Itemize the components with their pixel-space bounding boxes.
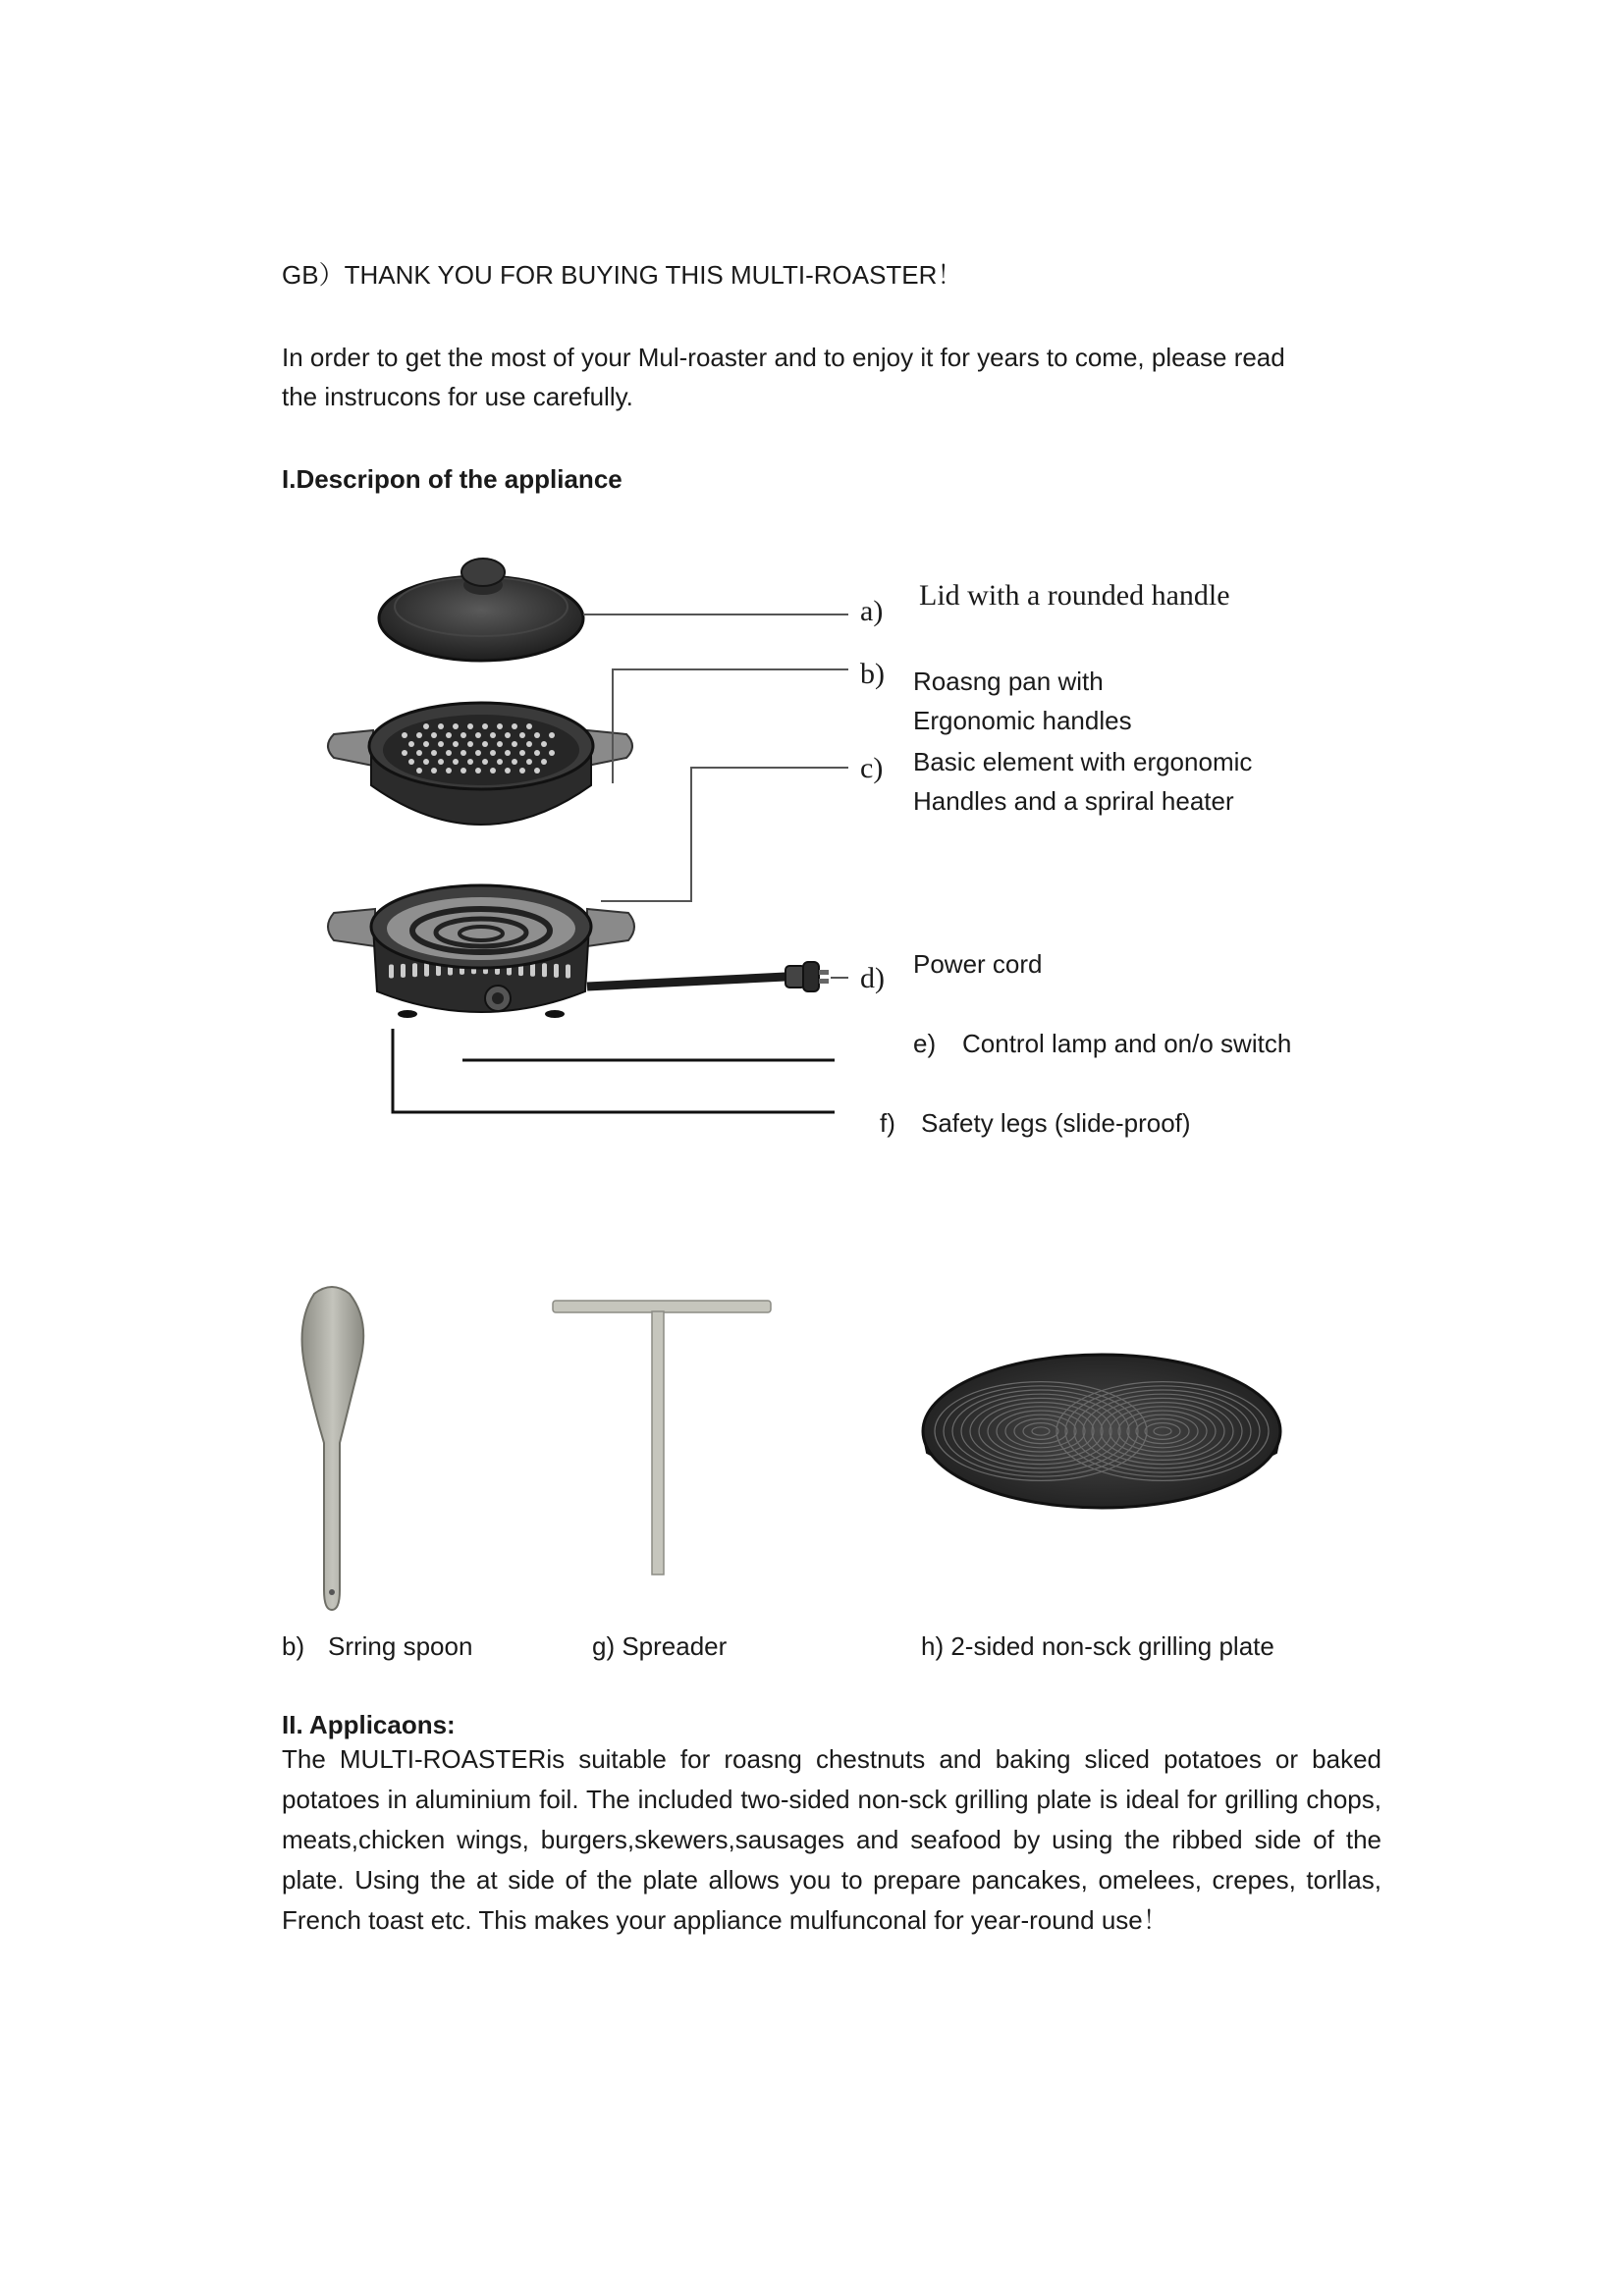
part-c-letter: c) — [860, 752, 884, 784]
part-b-letter: b) — [860, 658, 885, 690]
roasting-pan-illustration — [328, 703, 632, 825]
grilling-plate-caption: h) 2-sided non-sck grilling plate — [921, 1631, 1274, 1661]
spreader-caption: g) Spreader — [592, 1631, 728, 1661]
spreader-illustration — [553, 1301, 771, 1575]
part-e-label: Control lamp and on/o switch — [962, 1029, 1292, 1058]
part-d-letter: d) — [860, 962, 885, 994]
part-a-label: Lid with a rounded handle — [919, 579, 1230, 612]
lid-illustration — [379, 559, 583, 661]
header-title: GB）THANK YOU FOR BUYING THIS MULTI-ROASTER！ — [282, 260, 963, 290]
spoon-caption-letter: b) — [282, 1631, 305, 1661]
part-b-label-line-1: Roasng pan with — [913, 667, 1104, 696]
section-2-paragraph: The MULTI-ROASTERis suitable for roasng chestnuts and baking sliced potatoes or baked potatoes in aluminium foil. The included two-sided non-sck grilling plate is ideal for grilling chops, meats,chicken wings, burgers,skewers,sausages and seafood by using the ribbed side of the plate. Using the at side of the plate allows you to prepare pancakes, omelees, crepes, torllas, French toast etc. This makes your appliance mulfunconal for year-round use！ — [282, 1744, 1381, 1935]
intro-line-2: the instrucons for use carefully. — [282, 382, 633, 411]
part-d-label: Power cord — [913, 949, 1043, 979]
section-2-title: II. Applicaons: — [282, 1710, 456, 1739]
section-1-title: I.Descripon of the appliance — [282, 464, 623, 494]
base-element-illustration — [328, 885, 829, 1018]
spoon-caption: Srring spoon — [328, 1631, 473, 1661]
part-f-label: Safety legs (slide-proof) — [921, 1108, 1191, 1138]
part-c-label-line-2: Handles and a spriral heater — [913, 786, 1234, 816]
part-a-letter: a) — [860, 595, 884, 627]
stirring-spoon-illustration — [302, 1287, 364, 1610]
grilling-plate-illustration — [923, 1355, 1280, 1508]
part-e-letter: e) — [913, 1029, 937, 1058]
part-c-label-line-1: Basic element with ergonomic — [913, 747, 1253, 776]
part-b-label-line-2: Ergonomic handles — [913, 706, 1132, 735]
part-f-letter: f) — [880, 1108, 895, 1138]
intro-line-1: In order to get the most of your Mul-roaster and to enjoy it for years to come, please read — [282, 343, 1285, 372]
